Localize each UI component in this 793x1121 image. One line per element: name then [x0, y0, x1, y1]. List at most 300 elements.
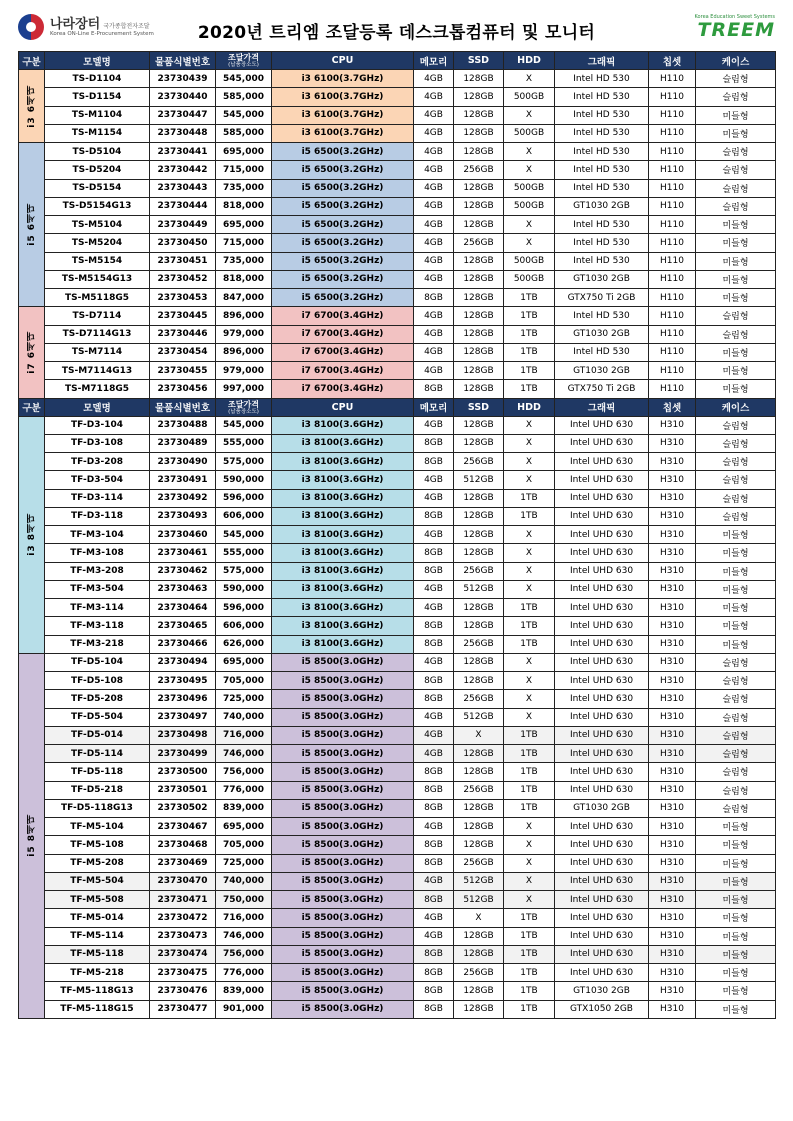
cpu-cell: i5 8500(3.0GHz) — [272, 854, 414, 872]
cpu-cell: i5 6500(3.2GHz) — [272, 252, 414, 270]
cpu-cell: i5 8500(3.0GHz) — [272, 1000, 414, 1018]
table-row — [19, 362, 776, 380]
gpu-cell: Intel UHD 630 — [555, 471, 649, 489]
column-header-ssd: SSD — [454, 398, 504, 416]
case-cell: 미들형 — [696, 891, 776, 909]
gpu-cell: Intel HD 530 — [555, 216, 649, 234]
chipset-cell: H110 — [649, 161, 696, 179]
model-cell: TS-M1104 — [45, 106, 150, 124]
cpu-cell: i3 8100(3.6GHz) — [272, 471, 414, 489]
gpu-cell: GT1030 2GB — [555, 270, 649, 288]
ram-cell: 8GB — [414, 781, 454, 799]
chipset-cell: H110 — [649, 325, 696, 343]
ram-cell: 8GB — [414, 854, 454, 872]
cpu-cell: i5 8500(3.0GHz) — [272, 927, 414, 945]
case-cell: 슬림형 — [696, 70, 776, 88]
price-cell: 725,000 — [216, 690, 272, 708]
ram-cell: 4GB — [414, 307, 454, 325]
hdd-cell: 500GB — [504, 252, 555, 270]
logo-subtitle: Korea ON-Line E-Procurement System — [50, 31, 154, 37]
model-cell: TF-D3-104 — [45, 416, 150, 434]
price-cell: 606,000 — [216, 617, 272, 635]
cpu-group-label — [19, 70, 45, 143]
table-row — [19, 270, 776, 288]
ssd-cell: 128GB — [454, 380, 504, 398]
ssd-cell: X — [454, 726, 504, 744]
ram-cell: 8GB — [414, 763, 454, 781]
item-id-cell: 23730453 — [150, 289, 216, 307]
chipset-cell: H310 — [649, 672, 696, 690]
price-cell: 555,000 — [216, 544, 272, 562]
gpu-cell: Intel UHD 630 — [555, 672, 649, 690]
model-cell: TF-M5-504 — [45, 872, 150, 890]
gpu-cell: Intel UHD 630 — [555, 599, 649, 617]
price-cell: 695,000 — [216, 143, 272, 161]
item-id-cell: 23730493 — [150, 507, 216, 525]
case-cell: 미들형 — [696, 635, 776, 653]
gpu-cell: Intel UHD 630 — [555, 489, 649, 507]
ssd-cell: 512GB — [454, 708, 504, 726]
ram-cell: 4GB — [414, 234, 454, 252]
ssd-cell: 256GB — [454, 562, 504, 580]
ram-cell: 4GB — [414, 489, 454, 507]
table-row — [19, 653, 776, 671]
chipset-cell: H310 — [649, 562, 696, 580]
model-cell: TF-M5-508 — [45, 891, 150, 909]
table-row — [19, 982, 776, 1000]
ram-cell: 8GB — [414, 1000, 454, 1018]
model-cell: TS-M7118G5 — [45, 380, 150, 398]
model-cell: TF-M3-218 — [45, 635, 150, 653]
chipset-cell: H310 — [649, 526, 696, 544]
hdd-cell: X — [504, 872, 555, 890]
model-cell: TS-D1104 — [45, 70, 150, 88]
chipset-cell: H310 — [649, 690, 696, 708]
model-cell: TS-M5154 — [45, 252, 150, 270]
gpu-cell: GT1030 2GB — [555, 325, 649, 343]
price-cell: 716,000 — [216, 726, 272, 744]
gpu-cell: Intel HD 530 — [555, 70, 649, 88]
cpu-cell: i5 6500(3.2GHz) — [272, 216, 414, 234]
table-row — [19, 1000, 776, 1018]
item-id-cell: 23730476 — [150, 982, 216, 1000]
model-cell: TF-M5-014 — [45, 909, 150, 927]
cpu-cell: i5 6500(3.2GHz) — [272, 161, 414, 179]
gpu-cell: GTX750 Ti 2GB — [555, 380, 649, 398]
case-cell: 미들형 — [696, 599, 776, 617]
chipset-cell: H110 — [649, 343, 696, 361]
model-cell: TF-D5-208 — [45, 690, 150, 708]
hdd-cell: X — [504, 818, 555, 836]
ssd-cell: 128GB — [454, 507, 504, 525]
price-header-sub: (납품장소도) — [228, 62, 259, 68]
chipset-cell: H110 — [649, 106, 696, 124]
item-id-cell: 23730502 — [150, 799, 216, 817]
hdd-cell: 1TB — [504, 763, 555, 781]
hdd-cell: 1TB — [504, 781, 555, 799]
chipset-cell: H110 — [649, 380, 696, 398]
table-row — [19, 234, 776, 252]
hdd-cell: 1TB — [504, 964, 555, 982]
chipset-cell: H110 — [649, 70, 696, 88]
hdd-cell: 500GB — [504, 124, 555, 142]
hdd-cell: 1TB — [504, 599, 555, 617]
ram-cell: 8GB — [414, 690, 454, 708]
ssd-cell: 128GB — [454, 617, 504, 635]
table-row — [19, 252, 776, 270]
ssd-cell: 128GB — [454, 745, 504, 763]
model-cell: TF-M3-208 — [45, 562, 150, 580]
ram-cell: 4GB — [414, 580, 454, 598]
case-cell: 미들형 — [696, 544, 776, 562]
chipset-cell: H110 — [649, 270, 696, 288]
cpu-cell: i5 8500(3.0GHz) — [272, 781, 414, 799]
cpu-cell: i5 8500(3.0GHz) — [272, 891, 414, 909]
ssd-cell: 128GB — [454, 836, 504, 854]
table-row — [19, 635, 776, 653]
ssd-cell: 128GB — [454, 106, 504, 124]
table-header-row — [19, 52, 776, 70]
price-cell: 746,000 — [216, 745, 272, 763]
price-cell: 695,000 — [216, 818, 272, 836]
ssd-cell: 256GB — [454, 854, 504, 872]
ssd-cell: 128GB — [454, 818, 504, 836]
ram-cell: 4GB — [414, 343, 454, 361]
case-cell: 슬림형 — [696, 416, 776, 434]
gpu-cell: Intel UHD 630 — [555, 964, 649, 982]
cpu-cell: i5 8500(3.0GHz) — [272, 836, 414, 854]
table-row — [19, 70, 776, 88]
chipset-cell: H310 — [649, 945, 696, 963]
case-cell: 슬림형 — [696, 471, 776, 489]
ram-cell: 4GB — [414, 818, 454, 836]
case-cell: 슬림형 — [696, 453, 776, 471]
chipset-cell: H110 — [649, 179, 696, 197]
hdd-cell: 1TB — [504, 362, 555, 380]
chipset-cell: H110 — [649, 234, 696, 252]
table-row — [19, 580, 776, 598]
column-header-chipset: 칩셋 — [649, 398, 696, 416]
gpu-cell: Intel UHD 630 — [555, 836, 649, 854]
chipset-cell: H110 — [649, 197, 696, 215]
price-cell: 705,000 — [216, 836, 272, 854]
column-header-cpu: CPU — [272, 52, 414, 70]
cpu-cell: i5 8500(3.0GHz) — [272, 726, 414, 744]
case-cell: 슬림형 — [696, 763, 776, 781]
item-id-cell: 23730491 — [150, 471, 216, 489]
chipset-cell: H310 — [649, 580, 696, 598]
price-cell: 979,000 — [216, 362, 272, 380]
table-row — [19, 88, 776, 106]
cpu-group-label — [19, 653, 45, 1018]
cpu-group-label — [19, 307, 45, 398]
ram-cell: 4GB — [414, 526, 454, 544]
model-cell: TF-M3-504 — [45, 580, 150, 598]
price-cell: 735,000 — [216, 179, 272, 197]
case-cell: 슬림형 — [696, 489, 776, 507]
price-header-main: 조달가격 — [228, 399, 259, 409]
cpu-group-text: i5 8세대 — [27, 814, 37, 858]
ssd-cell: 128GB — [454, 416, 504, 434]
case-cell: 슬림형 — [696, 161, 776, 179]
case-cell: 슬림형 — [696, 197, 776, 215]
ram-cell: 4GB — [414, 726, 454, 744]
ssd-cell: 128GB — [454, 197, 504, 215]
chipset-cell: H310 — [649, 763, 696, 781]
ssd-cell: 128GB — [454, 1000, 504, 1018]
price-cell: 695,000 — [216, 653, 272, 671]
table-row — [19, 854, 776, 872]
gpu-cell: GTX1050 2GB — [555, 1000, 649, 1018]
column-header-case: 케이스 — [696, 398, 776, 416]
case-cell: 미들형 — [696, 818, 776, 836]
ssd-cell: 256GB — [454, 161, 504, 179]
ssd-cell: 128GB — [454, 653, 504, 671]
price-cell: 606,000 — [216, 507, 272, 525]
cpu-group-text: i3 6세대 — [27, 84, 37, 128]
case-cell: 미들형 — [696, 562, 776, 580]
ssd-cell: 128GB — [454, 325, 504, 343]
price-cell: 776,000 — [216, 964, 272, 982]
table-row — [19, 891, 776, 909]
model-cell: TF-D5-118 — [45, 763, 150, 781]
model-cell: TF-D3-504 — [45, 471, 150, 489]
hdd-cell: 1TB — [504, 726, 555, 744]
table-row — [19, 507, 776, 525]
ram-cell: 8GB — [414, 635, 454, 653]
cpu-cell: i7 6700(3.4GHz) — [272, 362, 414, 380]
hdd-cell: X — [504, 580, 555, 598]
column-header-ssd: SSD — [454, 52, 504, 70]
chipset-cell: H310 — [649, 544, 696, 562]
cpu-cell: i5 8500(3.0GHz) — [272, 799, 414, 817]
item-id-cell: 23730498 — [150, 726, 216, 744]
gpu-cell: Intel UHD 630 — [555, 580, 649, 598]
gpu-cell: Intel UHD 630 — [555, 653, 649, 671]
hdd-cell: X — [504, 544, 555, 562]
table-row — [19, 416, 776, 434]
gpu-cell: GTX750 Ti 2GB — [555, 289, 649, 307]
table-row — [19, 380, 776, 398]
cpu-cell: i5 8500(3.0GHz) — [272, 690, 414, 708]
chipset-cell: H310 — [649, 781, 696, 799]
price-cell: 746,000 — [216, 927, 272, 945]
hdd-cell: X — [504, 854, 555, 872]
table-row — [19, 690, 776, 708]
cpu-cell: i3 8100(3.6GHz) — [272, 453, 414, 471]
cpu-cell: i5 6500(3.2GHz) — [272, 234, 414, 252]
hdd-cell: 1TB — [504, 507, 555, 525]
chipset-cell: H110 — [649, 143, 696, 161]
column-header-id: 물품식별번호 — [150, 398, 216, 416]
column-header-group: 구분 — [19, 398, 45, 416]
model-cell: TF-M5-118G13 — [45, 982, 150, 1000]
price-cell: 896,000 — [216, 307, 272, 325]
item-id-cell: 23730460 — [150, 526, 216, 544]
cpu-cell: i5 8500(3.0GHz) — [272, 763, 414, 781]
chipset-cell: H310 — [649, 927, 696, 945]
ssd-cell: 128GB — [454, 945, 504, 963]
case-cell: 미들형 — [696, 252, 776, 270]
gpu-cell: Intel UHD 630 — [555, 416, 649, 434]
hdd-cell: X — [504, 471, 555, 489]
hdd-cell: X — [504, 161, 555, 179]
case-cell: 슬림형 — [696, 781, 776, 799]
price-cell: 545,000 — [216, 70, 272, 88]
price-cell: 545,000 — [216, 106, 272, 124]
page-header — [18, 10, 775, 50]
chipset-cell: H310 — [649, 471, 696, 489]
table-row — [19, 964, 776, 982]
cpu-cell: i3 6100(3.7GHz) — [272, 124, 414, 142]
case-cell: 미들형 — [696, 106, 776, 124]
chipset-cell: H310 — [649, 964, 696, 982]
case-cell: 슬림형 — [696, 307, 776, 325]
column-header-cpu: CPU — [272, 398, 414, 416]
column-header-gpu: 그래픽 — [555, 398, 649, 416]
cpu-cell: i7 6700(3.4GHz) — [272, 380, 414, 398]
cpu-cell: i7 6700(3.4GHz) — [272, 307, 414, 325]
item-id-cell: 23730499 — [150, 745, 216, 763]
ram-cell: 8GB — [414, 891, 454, 909]
case-cell: 슬림형 — [696, 507, 776, 525]
model-cell: TF-D5-108 — [45, 672, 150, 690]
model-cell: TF-D5-104 — [45, 653, 150, 671]
item-id-cell: 23730497 — [150, 708, 216, 726]
case-cell: 슬림형 — [696, 88, 776, 106]
price-cell: 847,000 — [216, 289, 272, 307]
gpu-cell: Intel UHD 630 — [555, 745, 649, 763]
item-id-cell: 23730454 — [150, 343, 216, 361]
case-cell: 슬림형 — [696, 672, 776, 690]
ssd-cell: 128GB — [454, 544, 504, 562]
cpu-cell: i5 8500(3.0GHz) — [272, 818, 414, 836]
ram-cell: 4GB — [414, 708, 454, 726]
chipset-cell: H310 — [649, 599, 696, 617]
ssd-cell: 128GB — [454, 489, 504, 507]
item-id-cell: 23730456 — [150, 380, 216, 398]
ssd-cell: 256GB — [454, 690, 504, 708]
column-header-model: 모델명 — [45, 398, 150, 416]
case-cell: 미들형 — [696, 854, 776, 872]
table-row — [19, 909, 776, 927]
ssd-cell: 512GB — [454, 471, 504, 489]
cpu-cell: i3 8100(3.6GHz) — [272, 526, 414, 544]
hdd-cell: X — [504, 562, 555, 580]
hdd-cell: 1TB — [504, 909, 555, 927]
case-cell: 미들형 — [696, 234, 776, 252]
ram-cell: 4GB — [414, 143, 454, 161]
table-row — [19, 307, 776, 325]
ram-cell: 8GB — [414, 836, 454, 854]
column-header-price — [216, 398, 272, 416]
ssd-cell: 128GB — [454, 179, 504, 197]
item-id-cell: 23730455 — [150, 362, 216, 380]
spec-table — [18, 51, 776, 1019]
price-cell: 626,000 — [216, 635, 272, 653]
cpu-cell: i5 8500(3.0GHz) — [272, 708, 414, 726]
price-cell: 575,000 — [216, 453, 272, 471]
table-row — [19, 799, 776, 817]
price-cell: 585,000 — [216, 124, 272, 142]
table-row — [19, 289, 776, 307]
price-cell: 596,000 — [216, 599, 272, 617]
item-id-cell: 23730444 — [150, 197, 216, 215]
hdd-cell: 1TB — [504, 745, 555, 763]
table-row — [19, 872, 776, 890]
table-row — [19, 489, 776, 507]
ssd-cell: 128GB — [454, 70, 504, 88]
price-cell: 818,000 — [216, 270, 272, 288]
model-cell: TF-M5-118G15 — [45, 1000, 150, 1018]
hdd-cell: X — [504, 216, 555, 234]
column-header-id: 물품식별번호 — [150, 52, 216, 70]
gpu-cell: Intel HD 530 — [555, 88, 649, 106]
gpu-cell: GT1030 2GB — [555, 799, 649, 817]
model-cell: TF-M3-118 — [45, 617, 150, 635]
ssd-cell: 128GB — [454, 362, 504, 380]
table-row — [19, 471, 776, 489]
chipset-cell: H110 — [649, 307, 696, 325]
gpu-cell: Intel HD 530 — [555, 161, 649, 179]
cpu-cell: i5 8500(3.0GHz) — [272, 672, 414, 690]
ssd-cell: 512GB — [454, 891, 504, 909]
gpu-cell: Intel HD 530 — [555, 143, 649, 161]
case-cell: 미들형 — [696, 964, 776, 982]
ram-cell: 8GB — [414, 507, 454, 525]
model-cell: TS-M7114G13 — [45, 362, 150, 380]
column-header-case: 케이스 — [696, 52, 776, 70]
hdd-cell: X — [504, 70, 555, 88]
model-cell: TF-D5-014 — [45, 726, 150, 744]
price-cell: 979,000 — [216, 325, 272, 343]
ram-cell: 4GB — [414, 216, 454, 234]
ssd-cell: 128GB — [454, 799, 504, 817]
gpu-cell: Intel UHD 630 — [555, 507, 649, 525]
model-cell: TF-D3-118 — [45, 507, 150, 525]
chipset-cell: H110 — [649, 289, 696, 307]
item-id-cell: 23730469 — [150, 854, 216, 872]
hdd-cell: 1TB — [504, 617, 555, 635]
price-cell: 740,000 — [216, 708, 272, 726]
cpu-cell: i5 6500(3.2GHz) — [272, 289, 414, 307]
cpu-group-label — [19, 416, 45, 653]
case-cell: 미들형 — [696, 617, 776, 635]
ram-cell: 4GB — [414, 124, 454, 142]
item-id-cell: 23730496 — [150, 690, 216, 708]
gpu-cell: Intel UHD 630 — [555, 726, 649, 744]
price-cell: 818,000 — [216, 197, 272, 215]
item-id-cell: 23730488 — [150, 416, 216, 434]
cpu-cell: i5 8500(3.0GHz) — [272, 982, 414, 1000]
price-cell: 756,000 — [216, 763, 272, 781]
price-cell: 715,000 — [216, 234, 272, 252]
chipset-cell: H310 — [649, 836, 696, 854]
ssd-cell: 256GB — [454, 453, 504, 471]
cpu-cell: i3 8100(3.6GHz) — [272, 617, 414, 635]
table-row — [19, 672, 776, 690]
item-id-cell: 23730495 — [150, 672, 216, 690]
ram-cell: 4GB — [414, 106, 454, 124]
case-cell: 미들형 — [696, 982, 776, 1000]
ram-cell: 4GB — [414, 872, 454, 890]
hdd-cell: 1TB — [504, 982, 555, 1000]
price-cell: 596,000 — [216, 489, 272, 507]
ram-cell: 4GB — [414, 927, 454, 945]
price-cell: 590,000 — [216, 471, 272, 489]
case-cell: 미들형 — [696, 1000, 776, 1018]
cpu-cell: i5 6500(3.2GHz) — [272, 197, 414, 215]
